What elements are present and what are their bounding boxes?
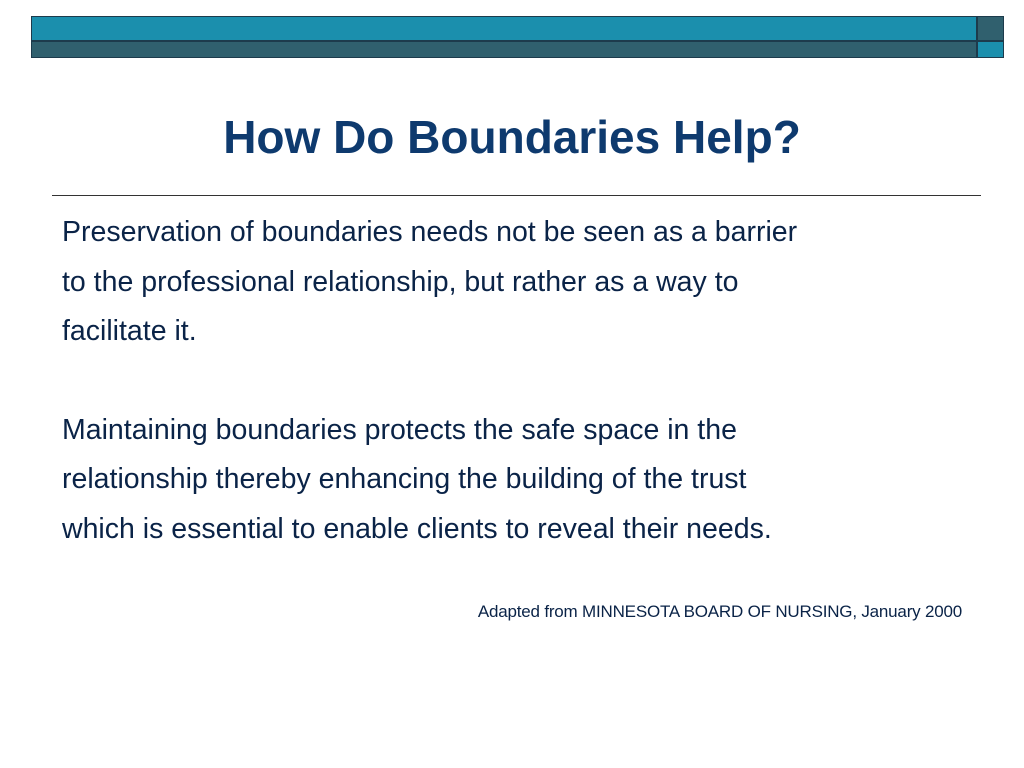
paragraph-line: Maintaining boundaries protects the safe space in the: [62, 413, 737, 446]
paragraph-line: to the professional relationship, but rather as a way to: [62, 265, 739, 298]
source-citation: Adapted from MINNESOTA BOARD OF NURSING, January 2000: [477, 602, 962, 621]
paragraph-line: relationship thereby enhancing the building of the trust: [62, 463, 747, 495]
slide-body: [62, 208, 962, 554]
paragraph-preservation: [62, 208, 962, 357]
paragraph-line: Preservation of boundaries needs not be seen as a barrier: [62, 216, 798, 248]
paragraph-line: which is essential to enable clients to reveal their needs.: [62, 512, 772, 545]
header-square-bottom: [977, 41, 1004, 58]
paragraph-line: facilitate it.: [62, 315, 197, 347]
paragraph-maintaining: [62, 406, 962, 555]
title-divider: [52, 195, 981, 196]
header-band-bottom: [31, 41, 977, 58]
slide-title: How Do Boundaries Help?: [223, 111, 801, 163]
header-band-top: [31, 16, 977, 41]
header-square-top: [977, 16, 1004, 41]
